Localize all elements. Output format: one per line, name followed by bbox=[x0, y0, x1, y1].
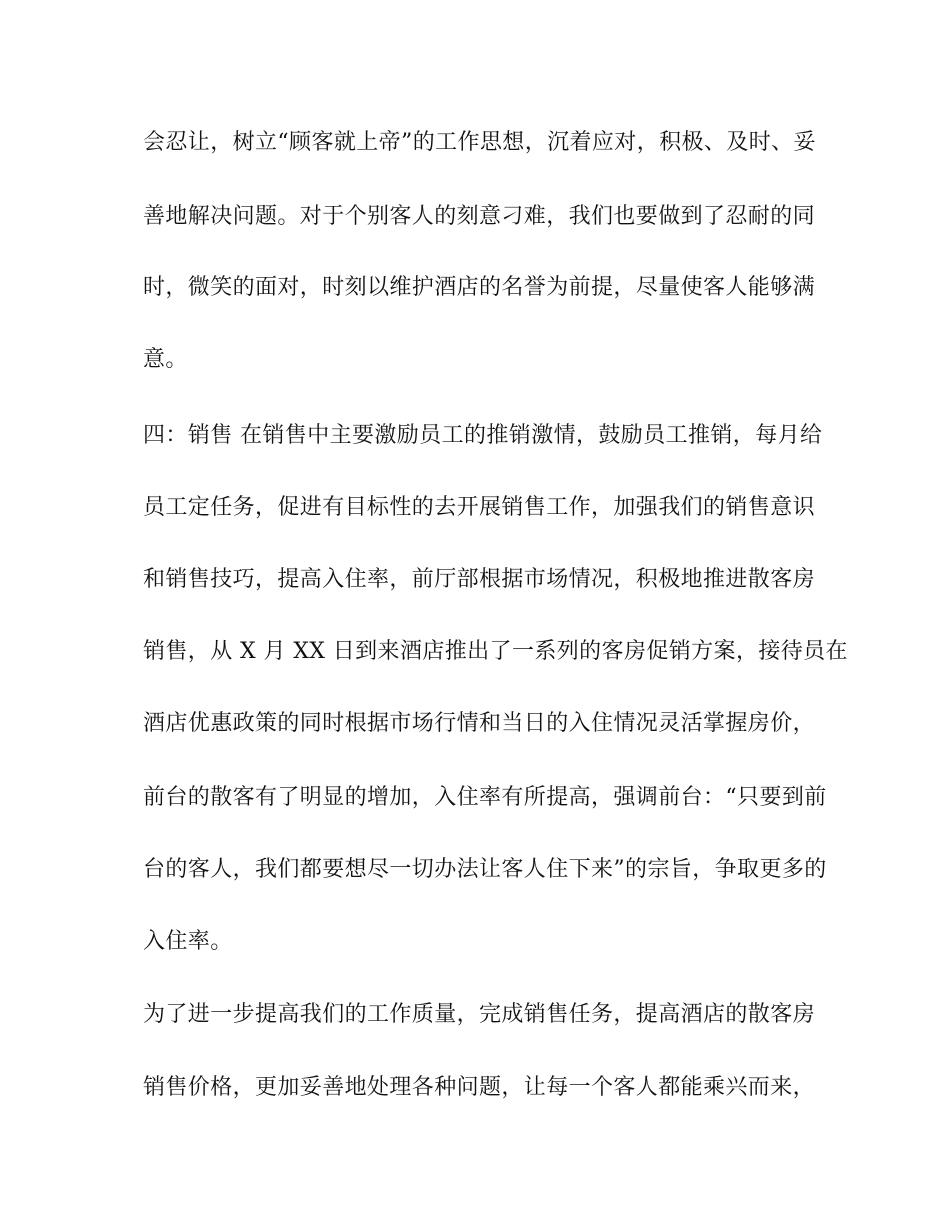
text-line: 四：销售 在销售中主要激励员工的推销激情，鼓励员工推销，每月给 bbox=[143, 423, 823, 448]
text-line: 销售，从 X 月 XX 日到来酒店推出了一系列的客房促销方案，接待员在 bbox=[143, 639, 848, 664]
text-line: 为了进一步提高我们的工作质量，完成销售任务，提高酒店的散客房 bbox=[143, 1002, 816, 1027]
text-line: 意。 bbox=[143, 347, 188, 372]
text-line: 酒店优惠政策的同时根据市场行情和当日的入住情况灵活掌握房价， bbox=[143, 711, 816, 736]
text-line: 员工定任务，促进有目标性的去开展销售工作，加强我们的销售意识 bbox=[143, 495, 816, 520]
text-line: 入住率。 bbox=[143, 929, 233, 954]
text-line: 前台的散客有了明显的增加，入住率有所提高，强调前台：“只要到前 bbox=[143, 785, 827, 810]
text-line: 时，微笑的面对，时刻以维护酒店的名誉为前提，尽量使客人能够满 bbox=[143, 275, 816, 300]
text-line: 善地解决问题。对于个别客人的刻意刁难，我们也要做到了忍耐的同 bbox=[143, 204, 816, 229]
text-line: 会忍让，树立“顾客就上帝”的工作思想，沉着应对，积极、及时、妥 bbox=[143, 130, 816, 155]
text-line: 销售价格，更加妥善地处理各种问题，让每一个客人都能乘兴而来， bbox=[143, 1075, 816, 1100]
text-line: 和销售技巧，提高入住率，前厅部根据市场情况，积极地推进散客房 bbox=[143, 567, 816, 592]
text-line: 台的客人，我们都要想尽一切办法让客人住下来”的宗旨，争取更多的 bbox=[143, 857, 827, 882]
